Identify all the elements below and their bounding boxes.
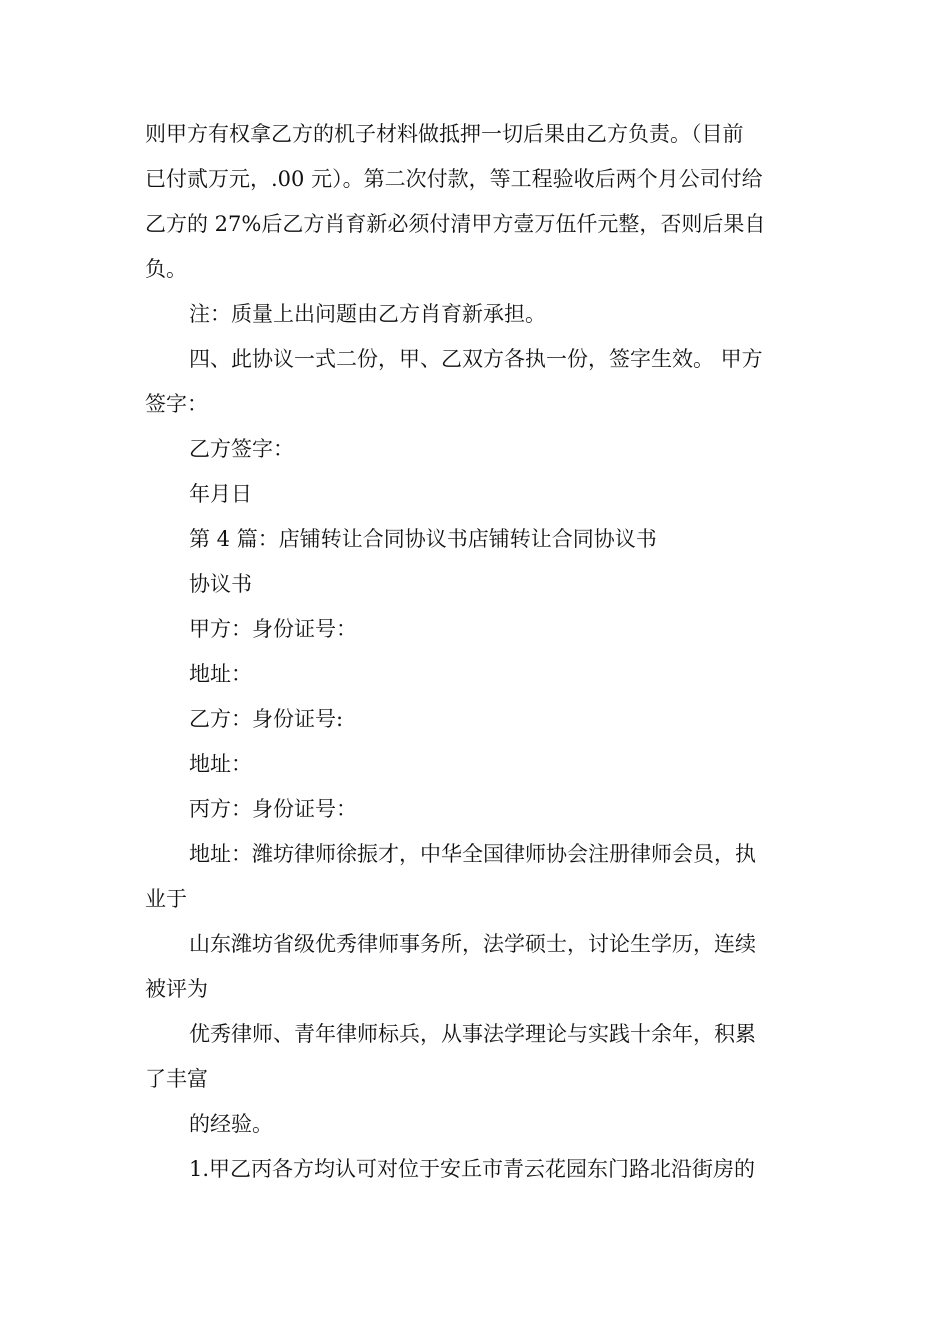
text-line: 山东潍坊省级优秀律师事务所，法学硕士，讨论生学历，连续 <box>189 932 756 956</box>
text-line: 地址： <box>189 752 252 776</box>
text-line: 负。 <box>145 257 187 281</box>
text-line: 优秀律师、青年律师标兵，从事法学理论与实践十余年，积累 <box>189 1022 756 1046</box>
text-line: 则甲方有权拿乙方的机子材料做抵押一切后果由乙方负责。（目前 <box>145 122 744 146</box>
text-line: 的经验。 <box>189 1112 273 1136</box>
section-heading: 第 4 篇：店铺转让合同协议书店铺转让合同协议书 <box>189 527 657 551</box>
text-line: 年月日 <box>189 482 252 506</box>
text-line: 乙方的 27%后乙方肖育新必须付清甲方壹万伍仟元整，否则后果自 <box>145 212 766 236</box>
text-line: 协议书 <box>189 572 252 596</box>
document-page <box>145 112 815 1192</box>
text-line: 签字： <box>145 392 208 416</box>
text-line: 丙方：身份证号： <box>189 797 357 821</box>
text-line: 了丰富 <box>145 1067 208 1091</box>
text-line: 地址：潍坊律师徐振才，中华全国律师协会注册律师会员，执 <box>189 842 756 866</box>
text-line: 乙方签字： <box>189 437 294 461</box>
text-line: 地址： <box>189 662 252 686</box>
text-line: 被评为 <box>145 977 208 1001</box>
text-line: 乙方：身份证号: <box>189 707 344 731</box>
text-line: 甲方：身份证号： <box>189 617 357 641</box>
text-line: 业于 <box>145 887 187 911</box>
text-line: 四、此协议一式二份，甲、乙双方各执一份，签字生效。 甲方 <box>189 347 763 371</box>
text-line: 注：质量上出问题由乙方肖育新承担。 <box>189 302 546 326</box>
text-line: 1.甲乙丙各方均认可对位于安丘市青云花园东门路北沿街房的 <box>189 1157 756 1181</box>
text-line: 已付贰万元，.00 元）。第二次付款，等工程验收后两个月公司付给 <box>145 167 763 191</box>
